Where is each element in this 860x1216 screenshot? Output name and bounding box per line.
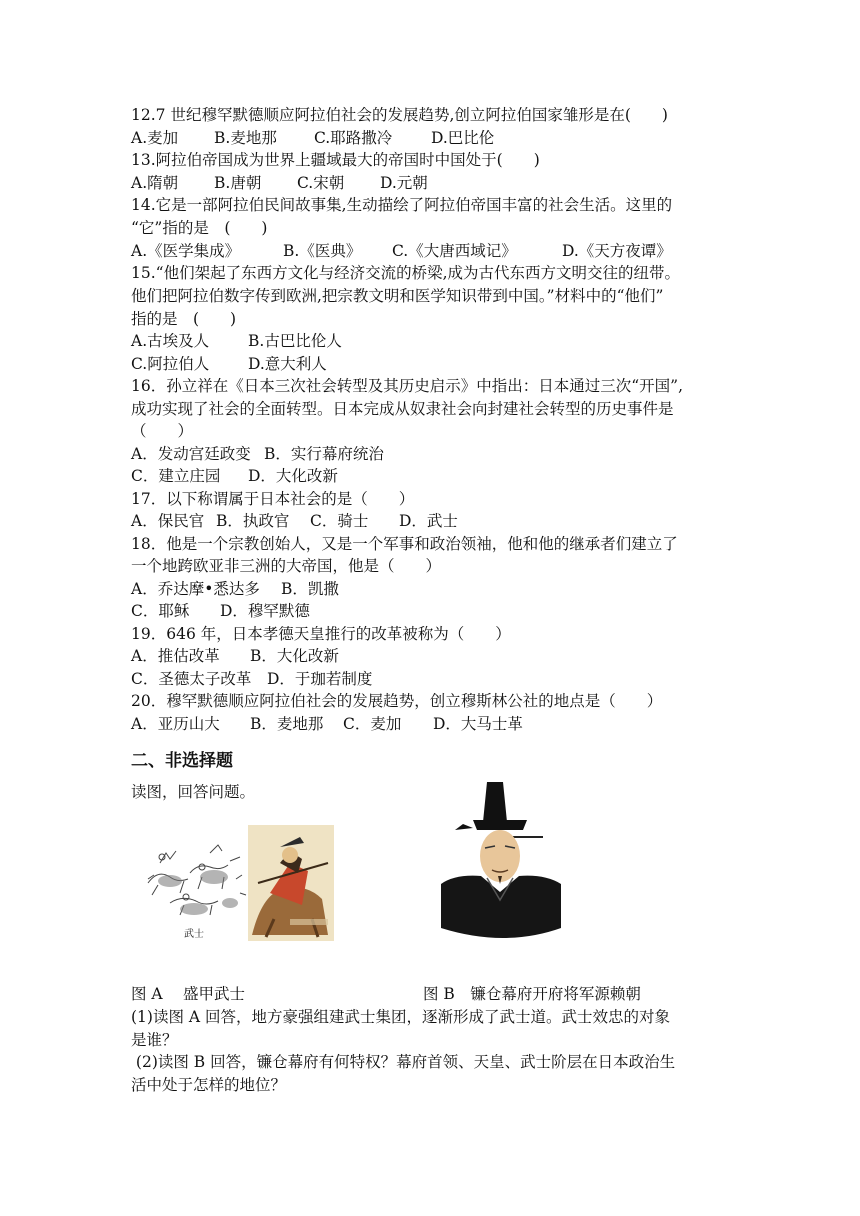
option-d: D.《天方夜谭》	[562, 242, 672, 260]
option-d: D．穆罕默德	[220, 602, 310, 620]
option-d: D.元朝	[380, 174, 428, 192]
figure-a-caption: 图 A 盛甲武士	[131, 985, 246, 1003]
portrait-illustration	[437, 780, 565, 940]
figure-b-caption: 图 B 镰仓幕府开府将军源赖朝	[423, 985, 641, 1003]
question-15-stem-line1: 15.“他们架起了东西方文化与经济交流的桥梁,成为古代东西方文明交往的纽带。	[131, 264, 681, 282]
option-c: C．骑士	[310, 512, 369, 530]
sub-question-2-line1: (2)读图 B 回答，镰仓幕府有何特权？幕府首领、天皇、武士阶层在日本政治生	[131, 1053, 676, 1071]
question-16-stem-line2: 成功实现了社会的全面转型。日本完成从奴隶社会向封建社会转型的历史事件是	[131, 400, 674, 418]
figure-a-image	[140, 823, 336, 943]
option-c: C.《大唐西域记》	[392, 242, 517, 260]
option-a: A．乔达摩•悉达多	[131, 580, 260, 598]
option-a: A．保民官	[131, 512, 205, 530]
question-15-stem-line3: 指的是 ( )	[131, 310, 237, 328]
option-d: D．大马士革	[433, 715, 523, 733]
question-17-stem: 17．以下称谓属于日本社会的是（ ）	[131, 490, 415, 508]
question-16-stem-line1: 16．孙立祥在《日本三次社会转型及其历史启示》中指出：日本通过三次“开国”,	[131, 377, 684, 395]
question-15-stem-line2: 他们把阿拉伯数字传到欧洲,把宗教文明和医学知识带到中国。”材料中的“他们”	[131, 287, 664, 305]
option-d: D.意大利人	[248, 355, 327, 373]
question-16-stem-line3: （ ）	[131, 422, 194, 440]
option-d: D.巴比伦	[431, 129, 495, 147]
question-19-stem: 19．646 年，日本孝德天皇推行的改革被称为（ ）	[131, 625, 511, 643]
option-d: D．武士	[399, 512, 458, 530]
option-b: B.唐朝	[214, 174, 262, 192]
option-a: A．推估改革	[131, 647, 220, 665]
option-c: C．耶稣	[131, 602, 190, 620]
option-d: D．大化改新	[248, 467, 338, 485]
question-20-stem: 20．穆罕默德顺应阿拉伯社会的发展趋势，创立穆斯林公社的地点是（ ）	[131, 692, 663, 710]
option-b: B．麦地那	[250, 715, 324, 733]
option-c: C．麦加	[343, 715, 402, 733]
figure-b-image	[437, 780, 565, 940]
question-12-stem: 12.7 世纪穆罕默德顺应阿拉伯社会的发展趋势,创立阿拉伯国家雏形是在( )	[131, 106, 668, 124]
option-a: A.《医学集成》	[131, 242, 241, 260]
option-a: A.古埃及人	[131, 332, 210, 350]
section-title: 二、非选择题	[131, 751, 233, 771]
option-c: C.阿拉伯人	[131, 355, 210, 373]
option-b: B．实行幕府统治	[264, 445, 384, 463]
option-c: C．圣德太子改革	[131, 670, 252, 688]
figure-a-inner-label: 武士	[184, 929, 204, 940]
option-d: D．于珈若制度	[267, 670, 373, 688]
option-a: A.隋朝	[131, 174, 179, 192]
sub-question-2-line2: 活中处于怎样的地位？	[131, 1076, 287, 1094]
question-13-stem: 13.阿拉伯帝国成为世界上疆域最大的帝国时中国处于( )	[131, 151, 540, 169]
option-b: B.《医典》	[283, 242, 362, 260]
option-b: B．执政官	[216, 512, 290, 530]
question-14-stem-line2: “它”指的是 ( )	[131, 219, 268, 237]
option-c: C．建立庄园	[131, 467, 221, 485]
option-c: C.耶路撒冷	[314, 129, 393, 147]
armored-warrior-illustration	[140, 823, 336, 943]
option-a: A．亚历山大	[131, 715, 220, 733]
option-b: B．大化改新	[250, 647, 339, 665]
question-18-stem-line2: 一个地跨欧亚非三洲的大帝国，他是（ ）	[131, 557, 442, 575]
option-b: B.古巴比伦人	[248, 332, 342, 350]
option-a: A．发动宫廷政变	[131, 445, 251, 463]
option-b: B.麦地那	[214, 129, 277, 147]
question-18-stem-line1: 18．他是一个宗教创始人，又是一个军事和政治领袖，他和他的继承者们建立了	[131, 535, 678, 553]
question-14-stem-line1: 14.它是一部阿拉伯民间故事集,生动描绘了阿拉伯帝国丰富的社会生活。这里的	[131, 196, 673, 214]
option-b: B．凯撒	[281, 580, 339, 598]
option-a: A.麦加	[131, 129, 179, 147]
option-c: C.宋朝	[297, 174, 345, 192]
sub-question-1-line2: 是谁？	[131, 1031, 178, 1049]
intro-text: 读图，回答问题。	[131, 783, 256, 801]
sub-question-1-line1: (1)读图 A 回答，地方豪强组建武士集团，逐渐形成了武士道。武士效忠的对象	[131, 1008, 671, 1026]
